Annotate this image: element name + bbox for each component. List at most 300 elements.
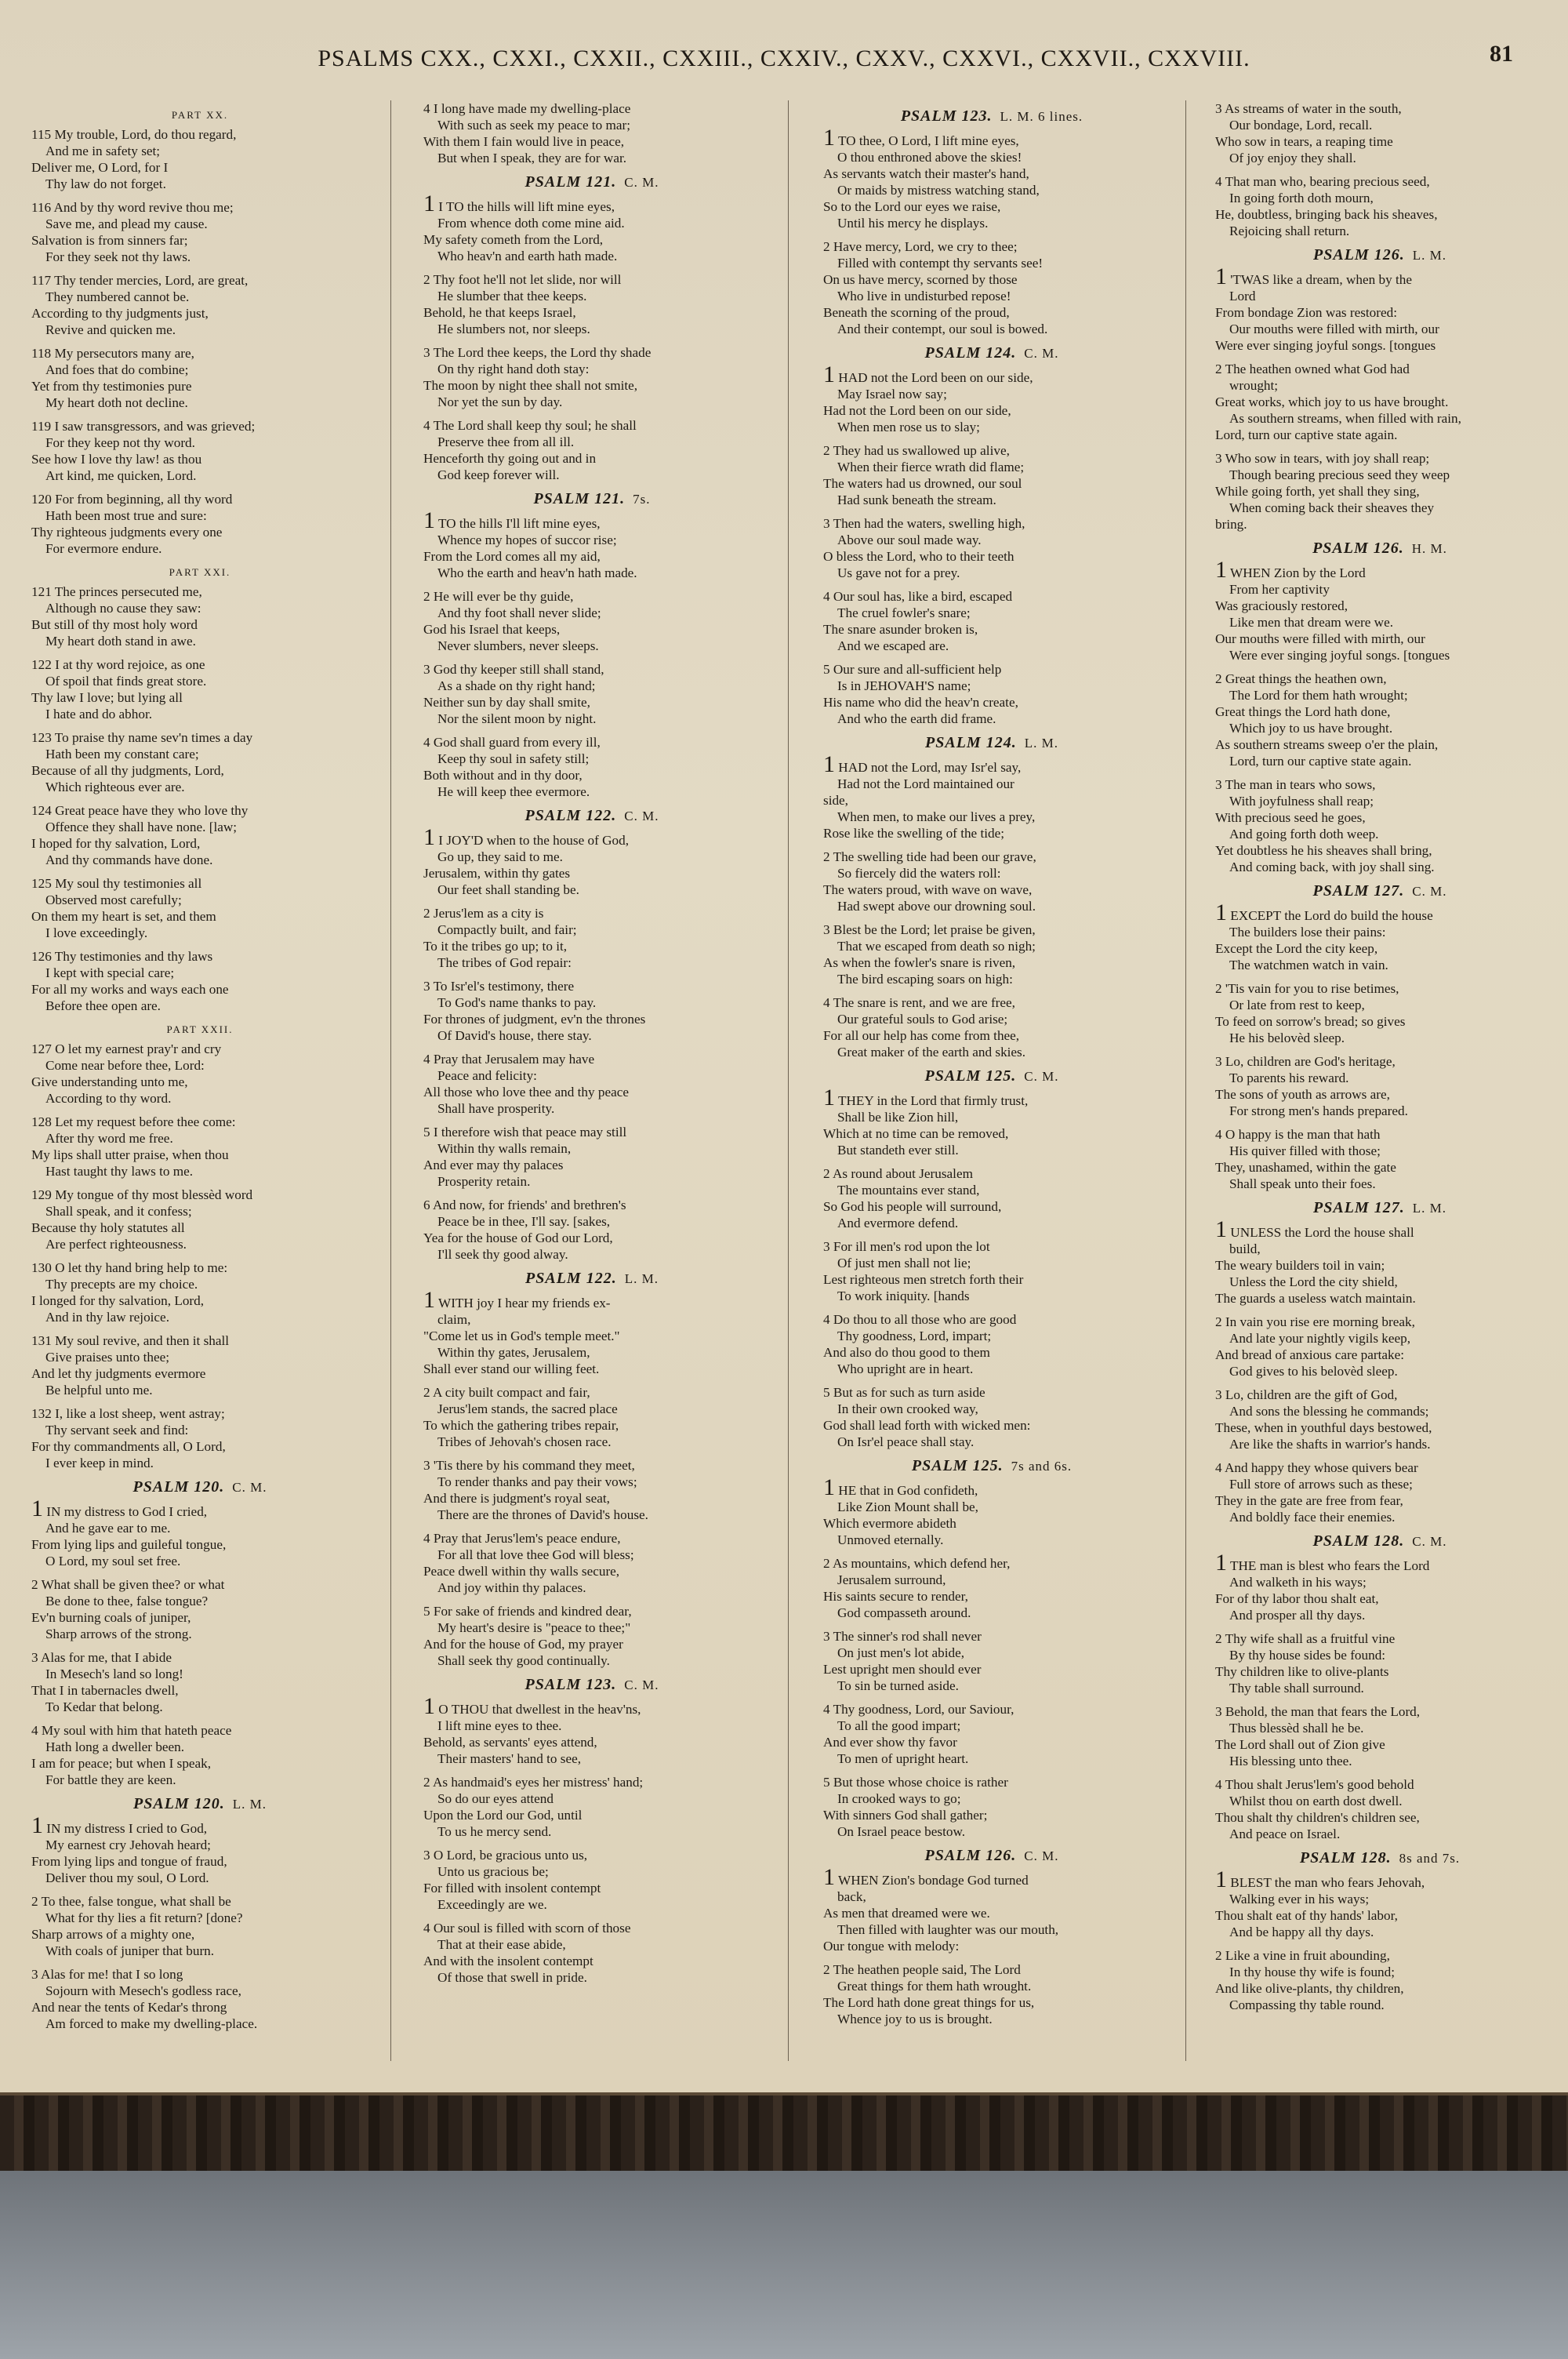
verse: [423, 191, 760, 264]
column-rule: [788, 100, 789, 2061]
verse-line: Because thy holy statutes all: [31, 1220, 185, 1235]
verse-line: Upon the Lord our God, until: [423, 1808, 583, 1823]
verse: [823, 515, 1160, 581]
psalm-meter: C. M.: [1412, 884, 1447, 899]
verse-line: 3 Then had the waters, swelling high,: [823, 516, 1025, 531]
psalm-title: PSALM 125.: [911, 1457, 1004, 1474]
verse: [31, 1496, 368, 1569]
verse-line: 2 As round about Jerusalem: [823, 1166, 973, 1181]
verse-line: Thy precepts are my choice.: [45, 1277, 198, 1292]
verse-line: 1 IN my distress to God I cried,: [31, 1496, 208, 1521]
verse-line: 1 I JOY'D when to the house of God,: [423, 824, 630, 850]
verse-line: 4 And happy they whose quivers bear: [1215, 1460, 1418, 1475]
verse-line: For all our help has come from thee,: [823, 1028, 1020, 1043]
verse-line: 2 The heathen owned what God had: [1215, 362, 1410, 376]
verse-line: May Israel now say;: [837, 387, 947, 402]
verse-line: Lest upright men should ever: [823, 1662, 982, 1677]
psalm-title: PSALM 122.: [525, 1270, 617, 1287]
verse-line: After thy word me free.: [45, 1131, 173, 1146]
verse: [423, 734, 760, 800]
verse-line: 2 Have mercy, Lord, we cry to thee;: [823, 239, 1018, 254]
verse-line: God gives to his belovèd sleep.: [1229, 1364, 1398, 1379]
psalm-meter: L. M.: [232, 1797, 267, 1812]
verse: [423, 1920, 760, 1986]
verse-line: 1 IN my distress I cried to God,: [31, 1812, 208, 1838]
column-rule: [1185, 100, 1186, 2061]
psalm-title: PSALM 128.: [1312, 1532, 1405, 1550]
verse-line: Yea for the house of God our Lord,: [423, 1230, 613, 1245]
verse-line: That I in tabernacles dwell,: [31, 1683, 179, 1698]
verse-line: Our tongue with melody:: [823, 1939, 960, 1954]
verse: [423, 100, 760, 166]
verse-line: Whence joy to us is brought.: [837, 2012, 993, 2026]
verse: [823, 994, 1160, 1060]
verse-line: 4 Pray that Jerus'lem's peace endure,: [423, 1531, 621, 1546]
verse-line: And also do thou good to them: [823, 1345, 990, 1360]
verse-line: Be done to thee, false tongue?: [45, 1594, 209, 1608]
verse-line: Though bearing precious seed they weep: [1229, 467, 1450, 482]
verse: [31, 199, 368, 265]
page-number: 81: [1490, 41, 1513, 67]
verse-line: His saints secure to render,: [823, 1589, 968, 1604]
verse-line: Whilst thou on earth dost dwell.: [1229, 1794, 1403, 1808]
verse-line: Who live in undisturbed repose!: [837, 289, 1011, 304]
text-column-4: [1215, 100, 1544, 2020]
verse-line: According to thy word.: [45, 1091, 172, 1106]
verse-line: For thrones of judgment, ev'n the thrones: [423, 1012, 646, 1027]
psalm-meter: C. M.: [1412, 1534, 1447, 1549]
verse-line: His quiver filled with those;: [1229, 1143, 1381, 1158]
verse-line: 118 My persecutors many are,: [31, 346, 194, 361]
verse: [1215, 1459, 1544, 1525]
verse-line: 2 Thy foot he'll not let slide, nor will: [423, 272, 622, 287]
verse-line: All those who love thee and thy peace: [423, 1085, 630, 1100]
verse-line: 115 My trouble, Lord, do thou regard,: [31, 127, 237, 142]
verse-line: 5 But as for such as turn aside: [823, 1385, 985, 1400]
verse-line: The mountains ever stand,: [837, 1183, 980, 1198]
verse: [1215, 776, 1544, 875]
verse-line: And foes that do combine;: [45, 362, 189, 377]
verse: [1215, 1126, 1544, 1192]
verse-line: 2 As mountains, which defend her,: [823, 1556, 1011, 1571]
verse-line: The bird escaping soars on high:: [837, 972, 1013, 987]
verse-line: When men, to make our lives a prey,: [837, 809, 1036, 824]
psalm-title: PSALM 126.: [924, 1847, 1017, 1864]
background-surface: [0, 2171, 1568, 2359]
verse-line: 4 Pray that Jerusalem may have: [423, 1052, 595, 1067]
verse: [31, 1041, 368, 1107]
psalm-title: PSALM 123.: [524, 1676, 617, 1693]
verse-line: wrought;: [1229, 378, 1279, 393]
verse-line: For filled with insolent contempt: [423, 1881, 601, 1896]
text-column-2: [423, 100, 760, 1993]
verse-line: Of just men shall not lie;: [837, 1256, 971, 1270]
psalm-meter: 8s and 7s.: [1399, 1851, 1461, 1866]
verse: [823, 1311, 1160, 1377]
verse: [1215, 1387, 1544, 1452]
verse-line: 3 'Tis there by his command they meet,: [423, 1458, 635, 1473]
verse-line: To us he mercy send.: [437, 1824, 552, 1839]
verse: [823, 751, 1160, 841]
verse-line: 126 Thy testimonies and thy laws: [31, 949, 213, 964]
verse-line: Shall speak, and it confess;: [45, 1204, 192, 1219]
verse-line: Give understanding unto me,: [31, 1074, 188, 1089]
verse: [31, 1259, 368, 1325]
verse-line: Great maker of the earth and skies.: [837, 1045, 1026, 1060]
verse: [31, 1187, 368, 1252]
verse-line: Behold, he that keeps Israel,: [423, 305, 576, 320]
verse: [1215, 1216, 1544, 1307]
verse-line: What for thy lies a fit return? [done?: [45, 1910, 243, 1925]
verse-line: Keep thy soul in safety still;: [437, 751, 590, 766]
verse-line: And ever show thy favor: [823, 1735, 957, 1750]
verse-line: 117 Thy tender mercies, Lord, are great,: [31, 273, 249, 288]
psalm-title: PSALM 127.: [1312, 882, 1405, 900]
verse-line: Jerusalem, within thy gates: [423, 866, 571, 881]
verse-line: And we escaped are.: [837, 638, 949, 653]
verse-line: 132 I, like a lost sheep, went astray;: [31, 1406, 225, 1421]
verse-line: That at their ease abide,: [437, 1937, 566, 1952]
verse-line: God compasseth around.: [837, 1605, 971, 1620]
verse-line: From bondage Zion was restored:: [1215, 305, 1397, 320]
verse-line: And sons the blessing he commands;: [1229, 1404, 1429, 1419]
verse-line: Unto us gracious be;: [437, 1864, 549, 1879]
verse: [1215, 1866, 1544, 1940]
psalm-heading: [1215, 1200, 1544, 1216]
verse-line: Our grateful souls to God arise;: [837, 1012, 1008, 1027]
verse-line: Sojourn with Mesech's godless race,: [45, 1983, 241, 1998]
verse-line: Us gave not for a prey.: [837, 565, 960, 580]
verse-line: 1 UNLESS the Lord the house shall: [1215, 1216, 1414, 1242]
verse-line: The moon by night thee shall not smite,: [423, 378, 638, 393]
verse-line: And with the insolent contempt: [423, 1954, 593, 1968]
verse-line: And bread of anxious care partake:: [1215, 1347, 1404, 1362]
verse-line: And thy commands have done.: [45, 852, 213, 867]
verse-line: 4 Our soul has, like a bird, escaped: [823, 589, 1013, 604]
verse: [423, 1530, 760, 1596]
verse-line: Of those that swell in pride.: [437, 1970, 587, 1985]
verse-line: 3 The man in tears who sows,: [1215, 777, 1376, 792]
verse-line: Thy law do not forget.: [45, 176, 166, 191]
verse-line: I hoped for thy salvation, Lord,: [31, 836, 201, 851]
verse-line: And let thy judgments evermore: [31, 1366, 206, 1381]
verse: [823, 1085, 1160, 1158]
verse-line: My earnest cry Jehovah heard;: [45, 1837, 211, 1852]
verse-line: 1 'TWAS like a dream, when by the: [1215, 264, 1413, 289]
psalm-title: PSALM 122.: [524, 807, 617, 824]
verse-line: The snare asunder broken is,: [823, 622, 978, 637]
verse-line: 2 In vain you rise ere morning break,: [1215, 1314, 1415, 1329]
verse-line: The guards a useless watch maintain.: [1215, 1291, 1416, 1306]
verse-line: So fiercely did the waters roll:: [837, 866, 1001, 881]
verse-line: From the Lord comes all my aid,: [423, 549, 601, 564]
verse-line: In Mesech's land so long!: [45, 1667, 183, 1681]
verse-line: Art kind, me quicken, Lord.: [45, 468, 197, 483]
verse-line: To which the gathering tribes repair,: [423, 1418, 619, 1433]
psalm-heading: [423, 808, 760, 824]
verse-line: 3 Who sow in tears, with joy shall reap;: [1215, 451, 1430, 466]
verse-line: Great works, which joy to us have brought.: [1215, 394, 1449, 409]
verse-line: Filled with contempt thy servants see!: [837, 256, 1044, 271]
verse-line: Lest righteous men stretch forth their: [823, 1272, 1024, 1287]
verse: [423, 905, 760, 971]
verse-line: 125 My soul thy testimonies all: [31, 876, 202, 891]
verse-line: 1 THEY in the Lord that firmly trust,: [823, 1085, 1029, 1110]
verse-line: I kept with special care;: [45, 965, 175, 980]
verse-line: So God his people will surround,: [823, 1199, 1002, 1214]
psalm-meter: H. M.: [1411, 541, 1447, 556]
verse-line: From whence doth come mine aid.: [437, 216, 625, 231]
verse-line: 2 As handmaid's eyes her mistress' hand;: [423, 1775, 644, 1790]
verse-line: My heart doth stand in awe.: [45, 634, 196, 649]
verse: [31, 345, 368, 411]
verse: [31, 418, 368, 484]
verse-line: 2 To thee, false tongue, what shall be: [31, 1894, 231, 1909]
verse-line: 2 They had us swallowed up alive,: [823, 443, 1010, 458]
verse-line: Go up, they said to me.: [437, 849, 563, 864]
verse-line: I lift mine eyes to thee.: [437, 1718, 562, 1733]
verse-line: According to thy judgments just,: [31, 306, 209, 321]
verse-line: So do our eyes attend: [437, 1791, 554, 1806]
verse-line: On us have mercy, scorned by those: [823, 272, 1018, 287]
verse-line: Neither sun by day shall smite,: [423, 695, 590, 710]
psalm-title: PSALM 121.: [533, 490, 626, 507]
psalm-meter: C. M.: [624, 809, 659, 823]
verse-line: Hath long a dweller been.: [45, 1739, 185, 1754]
verse-line: When their fierce wrath did flame;: [837, 460, 1025, 474]
verse: [423, 271, 760, 337]
verse-line: Be helpful unto me.: [45, 1383, 153, 1398]
verse-line: Offence they shall have none. [law;: [45, 820, 238, 834]
verse-line: 3 Alas for me! that I so long: [31, 1967, 183, 1982]
verse-line: And he gave ear to me.: [45, 1521, 171, 1536]
verse-line: Had not the Lord maintained our: [837, 776, 1014, 791]
verse-line: The waters had us drowned, our soul: [823, 476, 1022, 491]
psalm-meter: 7s.: [633, 492, 651, 507]
verse: [1215, 900, 1544, 973]
text-column-1: [31, 100, 368, 2039]
verse-line: He, doubtless, bringing back his sheaves,: [1215, 207, 1438, 222]
verse-line: Are perfect righteousness.: [45, 1237, 187, 1252]
part-heading: PART XXI.: [169, 566, 231, 578]
psalm-meter: L. M.: [1024, 736, 1058, 751]
verse-line: To it the tribes go up; to it,: [423, 939, 568, 954]
verse: [31, 948, 368, 1014]
verse-line: Thy children like to olive-plants: [1215, 1664, 1389, 1679]
verse-line: He slumbers not, nor sleeps.: [437, 322, 590, 336]
verse: [31, 1576, 368, 1642]
running-header: PSALMS CXX., CXXI., CXXII., CXXIII., CXXIV., CXXV., CXXVI., CXXVII., CXXVIII.: [318, 45, 1250, 71]
verse-line: 129 My tongue of thy most blessèd word: [31, 1187, 253, 1202]
verse-line: Within thy gates, Jerusalem,: [437, 1345, 590, 1360]
psalm-meter: C. M.: [1024, 346, 1059, 361]
verse-line: They in the gate are free from fear,: [1215, 1493, 1403, 1508]
verse-line: To parents his reward.: [1229, 1070, 1349, 1085]
verse-line: Who upright are in heart.: [837, 1361, 974, 1376]
verse: [1215, 980, 1544, 1046]
verse-line: And me in safety set;: [45, 144, 161, 158]
verse-line: Behold, as servants' eyes attend,: [423, 1735, 597, 1750]
verse-line: Of spoil that finds great store.: [45, 674, 207, 689]
verse-line: Great things for them hath wrought.: [837, 1979, 1032, 1994]
verse-line: Rose like the swelling of the tide;: [823, 826, 1005, 841]
text-column-3: [823, 100, 1160, 2034]
verse-line: I hate and do abhor.: [45, 707, 153, 722]
verse-line: Full store of arrows such as these;: [1229, 1477, 1413, 1492]
verse-line: But when I speak, they are for war.: [437, 151, 627, 165]
verse-line: My heart doth not decline.: [45, 395, 188, 410]
verse-line: Sharp arrows of a mighty one,: [31, 1927, 195, 1942]
verse-line: Until his mercy he displays.: [837, 216, 989, 231]
psalm-meter: C. M.: [624, 175, 659, 190]
verse-line: Save me, and plead my cause.: [45, 216, 208, 231]
verse: [31, 1405, 368, 1471]
verse-line: Which evermore abideth: [823, 1516, 956, 1531]
verse-line: The waters proud, with wave on wave,: [823, 882, 1033, 897]
verse-line: 2 Great things the heathen own,: [1215, 671, 1387, 686]
verse-line: Above our soul made way.: [837, 533, 982, 547]
verse: [423, 1774, 760, 1840]
verse: [423, 1197, 760, 1263]
verse-line: 4 The Lord shall keep thy soul; he shall: [423, 418, 637, 433]
verse-line: 121 The princes persecuted me,: [31, 584, 202, 599]
verse: [823, 1774, 1160, 1840]
verse-line: In crooked ways to go;: [837, 1791, 961, 1806]
verse-line: Unless the Lord the city shield,: [1229, 1274, 1398, 1289]
verse-line: Although no cause they saw:: [45, 601, 201, 616]
verse: [823, 362, 1160, 435]
verse-line: With precious seed he goes,: [1215, 810, 1366, 825]
verse: [823, 1864, 1160, 1954]
verse-line: From her captivity: [1229, 582, 1330, 597]
psalm-meter: C. M.: [1024, 1069, 1059, 1084]
verse-line: Were ever singing joyful songs. [tongues: [1229, 648, 1450, 663]
verse-line: But standeth ever still.: [837, 1143, 959, 1158]
verse-line: To Kedar that belong.: [45, 1699, 163, 1714]
verse: [1215, 1630, 1544, 1696]
verse: [423, 824, 760, 898]
verse-line: Compassing thy table round.: [1229, 1997, 1385, 2012]
verse-line: While going forth, yet shall they sing,: [1215, 484, 1420, 499]
verse-line: Or late from rest to keep,: [1229, 998, 1365, 1012]
verse-line: God his Israel that keeps,: [423, 622, 561, 637]
verse-line: Deliver thou my soul, O Lord.: [45, 1870, 209, 1885]
verse-line: 4 The snare is rent, and we are free,: [823, 995, 1015, 1010]
verse-line: 4 Our soul is filled with scorn of those: [423, 1921, 631, 1936]
verse-line: Great things the Lord hath done,: [1215, 704, 1391, 719]
verse-line: Which at no time can be removed,: [823, 1126, 1009, 1141]
verse-line: 1 HAD not the Lord been on our side,: [823, 362, 1033, 387]
verse-line: 2 A city built compact and fair,: [423, 1385, 590, 1400]
verse-line: My safety cometh from the Lord,: [423, 232, 604, 247]
verse-line: O thou enthroned above the skies!: [837, 150, 1022, 165]
verse-line: 4 Thou shalt Jerus'lem's good behold: [1215, 1777, 1414, 1792]
verse-line: For all my works and ways each one: [31, 982, 229, 997]
verse: [423, 588, 760, 654]
verse-line: Had not the Lord been on our side,: [823, 403, 1011, 418]
verse: [823, 1961, 1160, 2027]
verse: [823, 1384, 1160, 1450]
verse: [423, 1693, 760, 1767]
psalm-heading: [823, 108, 1160, 125]
psalm-title: PSALM 121.: [524, 173, 617, 191]
verse-line: See how I love thy law! as thou: [31, 452, 202, 467]
verse-line: Thou shalt eat of thy hands' labor,: [1215, 1908, 1398, 1923]
verse: [823, 1701, 1160, 1767]
verse-line: Beneath the scorning of the proud,: [823, 305, 1010, 320]
verse-line: Of joy enjoy they shall.: [1229, 151, 1356, 165]
verse-line: Exceedingly are we.: [437, 1897, 547, 1912]
verse-line: O Lord, my soul set free.: [45, 1554, 181, 1568]
verse-line: His blessing unto thee.: [1229, 1754, 1352, 1768]
verse-line: 2 The swelling tide had been our grave,: [823, 849, 1036, 864]
verse: [31, 583, 368, 649]
verse-line: Thy servant seek and find:: [45, 1423, 189, 1438]
verse-line: As southern streams, when filled with rain,: [1229, 411, 1461, 426]
verse-line: The sons of youth as arrows are,: [1215, 1087, 1390, 1102]
verse: [1215, 264, 1544, 354]
verse-line: From lying lips and guileful tongue,: [31, 1537, 227, 1552]
verse-line: But still of thy most holy word: [31, 617, 198, 632]
verse-line: 1 WHEN Zion's bondage God turned: [823, 1864, 1029, 1890]
psalm-heading: [823, 345, 1160, 362]
verse-line: 3 Behold, the man that fears the Lord,: [1215, 1704, 1421, 1719]
verse-line: 1 WITH joy I hear my friends ex-: [423, 1287, 611, 1313]
verse-line: Both without and in thy door,: [423, 768, 583, 783]
verse-line: Unmoved eternally.: [837, 1532, 944, 1547]
verse-line: Peace and felicity:: [437, 1068, 537, 1083]
verse: [423, 1603, 760, 1669]
verse-line: Rejoicing shall return.: [1229, 224, 1350, 238]
verse-line: 3 O Lord, be gracious unto us,: [423, 1848, 588, 1863]
verse-line: As servants watch their master's hand,: [823, 166, 1029, 181]
verse-line: 5 Our sure and all-sufficient help: [823, 662, 1002, 677]
verse: [823, 1165, 1160, 1231]
verse-line: Were ever singing joyful songs. [tongues: [1215, 338, 1436, 353]
verse-line: Jerusalem surround,: [837, 1572, 946, 1587]
verse-line: 1 THE man is blest who fears the Lord: [1215, 1550, 1430, 1576]
verse-line: Yet doubtless he his sheaves shall bring,: [1215, 843, 1432, 858]
verse-line: 3 Alas for me, that I abide: [31, 1650, 172, 1665]
verse-line: Ev'n burning coals of juniper,: [31, 1610, 191, 1625]
verse-line: And going forth doth weep.: [1229, 827, 1379, 841]
verse-line: And near the tents of Kedar's throng: [31, 2000, 227, 2015]
verse: [31, 1114, 368, 1180]
psalm-meter: C. M.: [624, 1677, 659, 1692]
verse-line: Which joy to us have brought.: [1229, 721, 1393, 736]
verse-line: Hath been most true and sure:: [45, 508, 207, 523]
verse-line: 1 HE that in God confideth,: [823, 1474, 978, 1500]
verse-line: Am forced to make my dwelling-place.: [45, 2016, 258, 2031]
verse-line: 4 O happy is the man that hath: [1215, 1127, 1381, 1142]
psalm-meter: L. M. 6 lines.: [1000, 109, 1083, 124]
psalm-heading: [31, 1479, 368, 1496]
verse: [1215, 1703, 1544, 1769]
verse-line: 3 To Isr'el's testimony, there: [423, 979, 575, 994]
verse: [31, 1893, 368, 1959]
verse-line: And like olive-plants, thy children,: [1215, 1981, 1404, 1996]
verse: [823, 238, 1160, 337]
verse: [823, 442, 1160, 508]
verse-line: 3 For ill men's rod upon the lot: [823, 1239, 990, 1254]
book-binding-edge: [0, 2092, 1568, 2174]
psalm-meter: L. M.: [624, 1271, 659, 1286]
verse-line: My lips shall utter praise, when thou: [31, 1147, 229, 1162]
verse-line: His name who did the heav'n create,: [823, 695, 1018, 710]
verse-line: 2 'Tis vain for you to rise betimes,: [1215, 981, 1399, 996]
verse: [1215, 557, 1544, 663]
verse-line: He his belovèd sleep.: [1229, 1030, 1345, 1045]
